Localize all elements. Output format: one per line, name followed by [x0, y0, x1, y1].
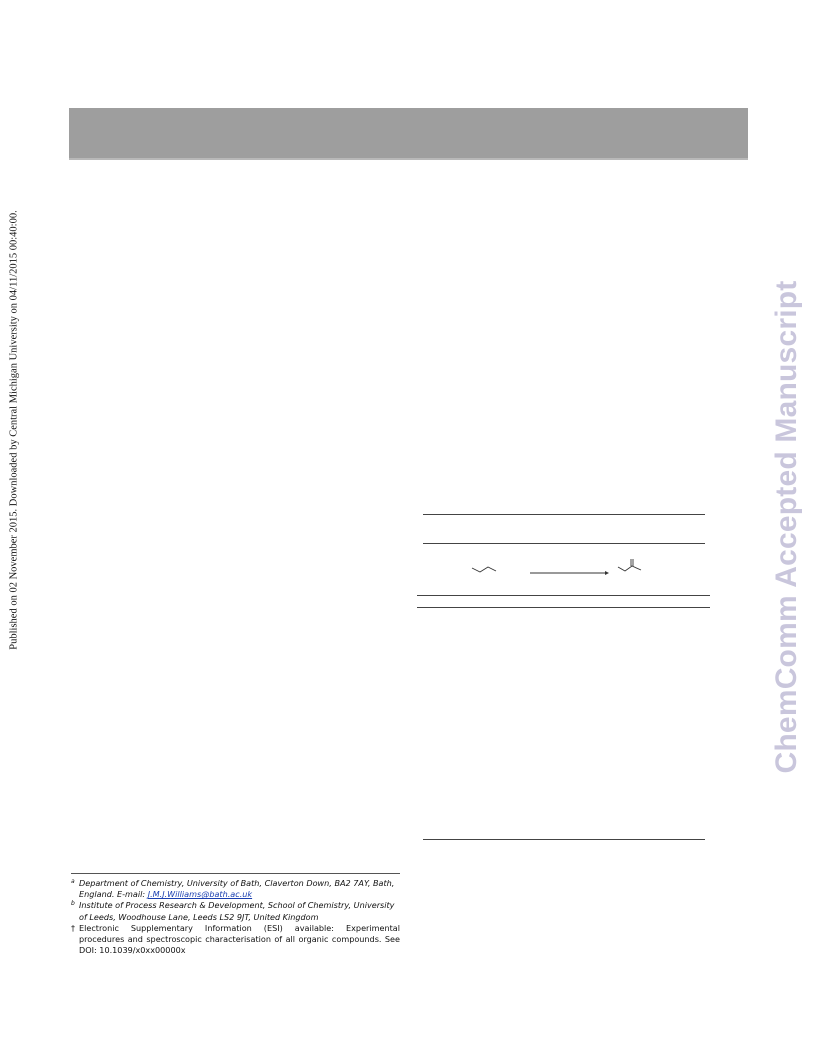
footnote-text: Institute of Process Research & Development, School of Chemistry, University of Leeds, Woodhouse Lane, Leeds LS2 9JT, United Kingdom: [79, 900, 395, 922]
footnote-text: Electronic Supplementary Information (ESI) available: Experimental procedures and spectroscopic characterisation of all organic compounds. See DOI: 10.1039/x0xx00000x: [79, 922, 400, 956]
product-structure: [618, 566, 641, 571]
reaction-scheme: [460, 556, 660, 582]
dagger-mark: †: [71, 923, 75, 933]
arrow-head: [605, 571, 609, 575]
download-notice-text: Published on 02 November 2015. Downloaded by Central Michigan University on 04/11/2015 00:40:00.: [8, 210, 20, 650]
watermark-text: ChemComm Accepted Manuscript: [770, 280, 803, 774]
header-bar: [69, 108, 748, 160]
footnote-affiliation-a: [71, 878, 400, 900]
email-link[interactable]: J.M.J.Williams@bath.ac.uk: [147, 889, 253, 900]
footnote-esi: [71, 923, 400, 957]
table-top-rule: [423, 514, 705, 515]
table-column-rule-2: [417, 607, 710, 608]
table-header-rule: [423, 543, 705, 544]
table-bottom-rule: [423, 839, 705, 840]
table-column-rule: [417, 595, 710, 596]
footnote-affiliation-b: [71, 900, 400, 922]
footnote-text: Department of Chemistry, University of Bath, Claverton Down, BA2 7AY, Bath, England. E-mail:: [79, 878, 395, 900]
footnotes: [71, 873, 400, 956]
footnote-mark: b: [71, 900, 75, 908]
footnote-mark: a: [71, 878, 75, 885]
reactant-structure: [472, 567, 496, 572]
